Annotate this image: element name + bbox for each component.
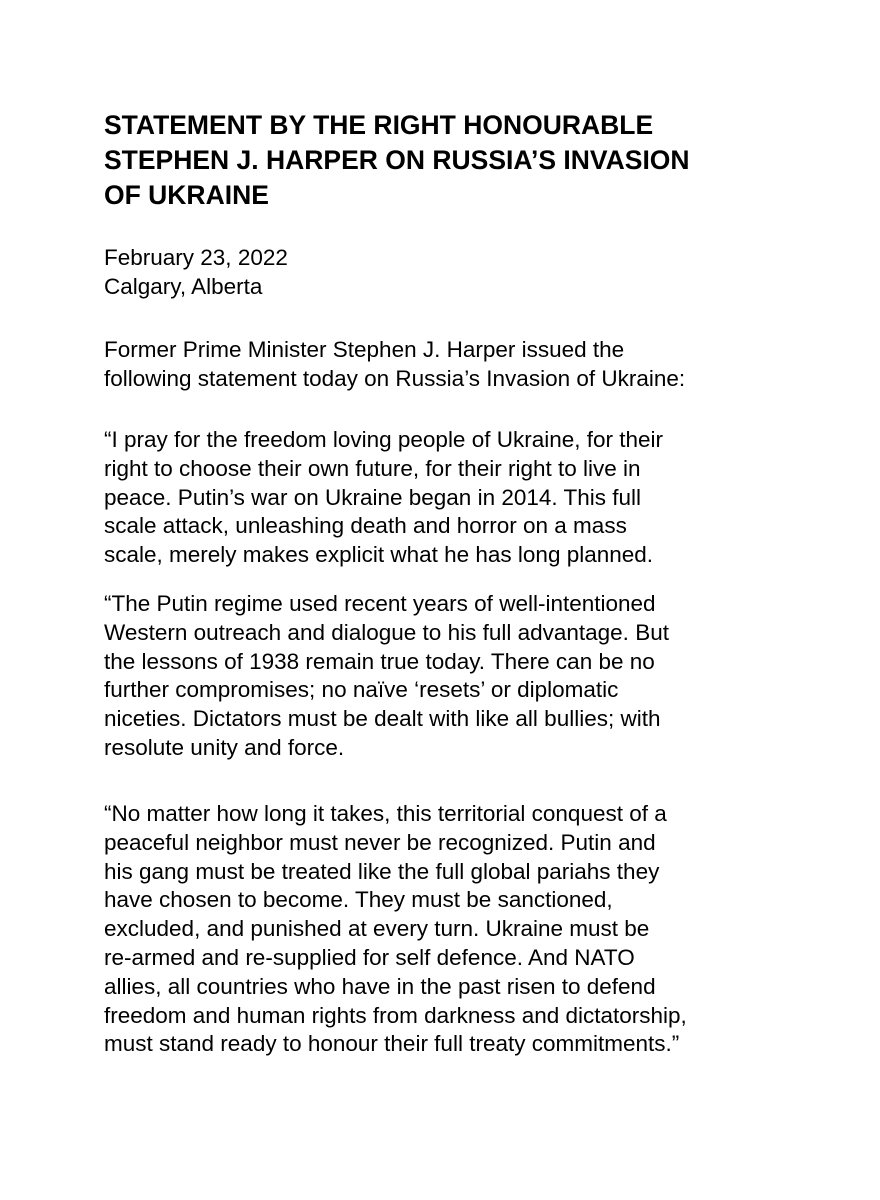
location-line: Calgary, Alberta (104, 273, 263, 299)
paragraph-line: freedom and human rights from darkness and dictatorship, (104, 1002, 687, 1028)
paragraph-line: must stand ready to honour their full treaty commitments.” (104, 1031, 680, 1057)
paragraph-line: “No matter how long it takes, this territorial conquest of a (104, 801, 667, 826)
intro-paragraph (104, 336, 685, 394)
paragraph-line: resolute unity and force. (104, 734, 345, 760)
title-line: OF UKRAINE (104, 180, 269, 210)
paragraph-line: the lessons of 1938 remain true today. There can be no (104, 648, 655, 674)
paragraph-line: peaceful neighbor must never be recognized. Putin and (104, 829, 656, 855)
paragraph-line: niceties. Dictators must be dealt with like all bullies; with (104, 706, 661, 732)
quote-paragraph-2 (104, 590, 669, 763)
paragraph-line: re-armed and re-supplied for self defence. And NATO (104, 944, 635, 970)
paragraph-line: excluded, and punished at every turn. Ukraine must be (104, 916, 650, 942)
intro-line: following statement today on Russia’s Invasion of Ukraine: (104, 365, 686, 391)
paragraph-line: “The Putin regime used recent years of well-intentioned (104, 591, 656, 616)
statement-title (104, 108, 690, 213)
paragraph-line: Western outreach and dialogue to his full advantage. But (104, 619, 669, 645)
paragraph-line: right to choose their own future, for their right to live in (104, 455, 641, 481)
intro-line: Former Prime Minister Stephen J. Harper issued the (104, 337, 625, 362)
paragraph-line: have chosen to become. They must be sanctioned, (104, 887, 613, 913)
paragraph-line: peace. Putin’s war on Ukraine began in 2014. This full (104, 484, 642, 510)
paragraph-line: scale attack, unleashing death and horror on a mass (104, 513, 627, 539)
quote-paragraph-3 (104, 800, 687, 1059)
title-line: STATEMENT BY THE RIGHT HONOURABLE (104, 110, 654, 140)
paragraph-line: further compromises; no naïve ‘resets’ or diplomatic (104, 677, 619, 703)
paragraph-line: allies, all countries who have in the past risen to defend (104, 973, 656, 999)
dateline (104, 244, 288, 302)
quote-paragraph-1 (104, 426, 663, 570)
paragraph-line: his gang must be treated like the full global pariahs they (104, 858, 660, 884)
title-line: STEPHEN J. HARPER ON RUSSIA’S INVASION (104, 145, 690, 175)
date-line: February 23, 2022 (104, 245, 288, 270)
paragraph-line: “I pray for the freedom loving people of Ukraine, for their (104, 427, 664, 452)
paragraph-line: scale, merely makes explicit what he has long planned. (104, 542, 654, 568)
